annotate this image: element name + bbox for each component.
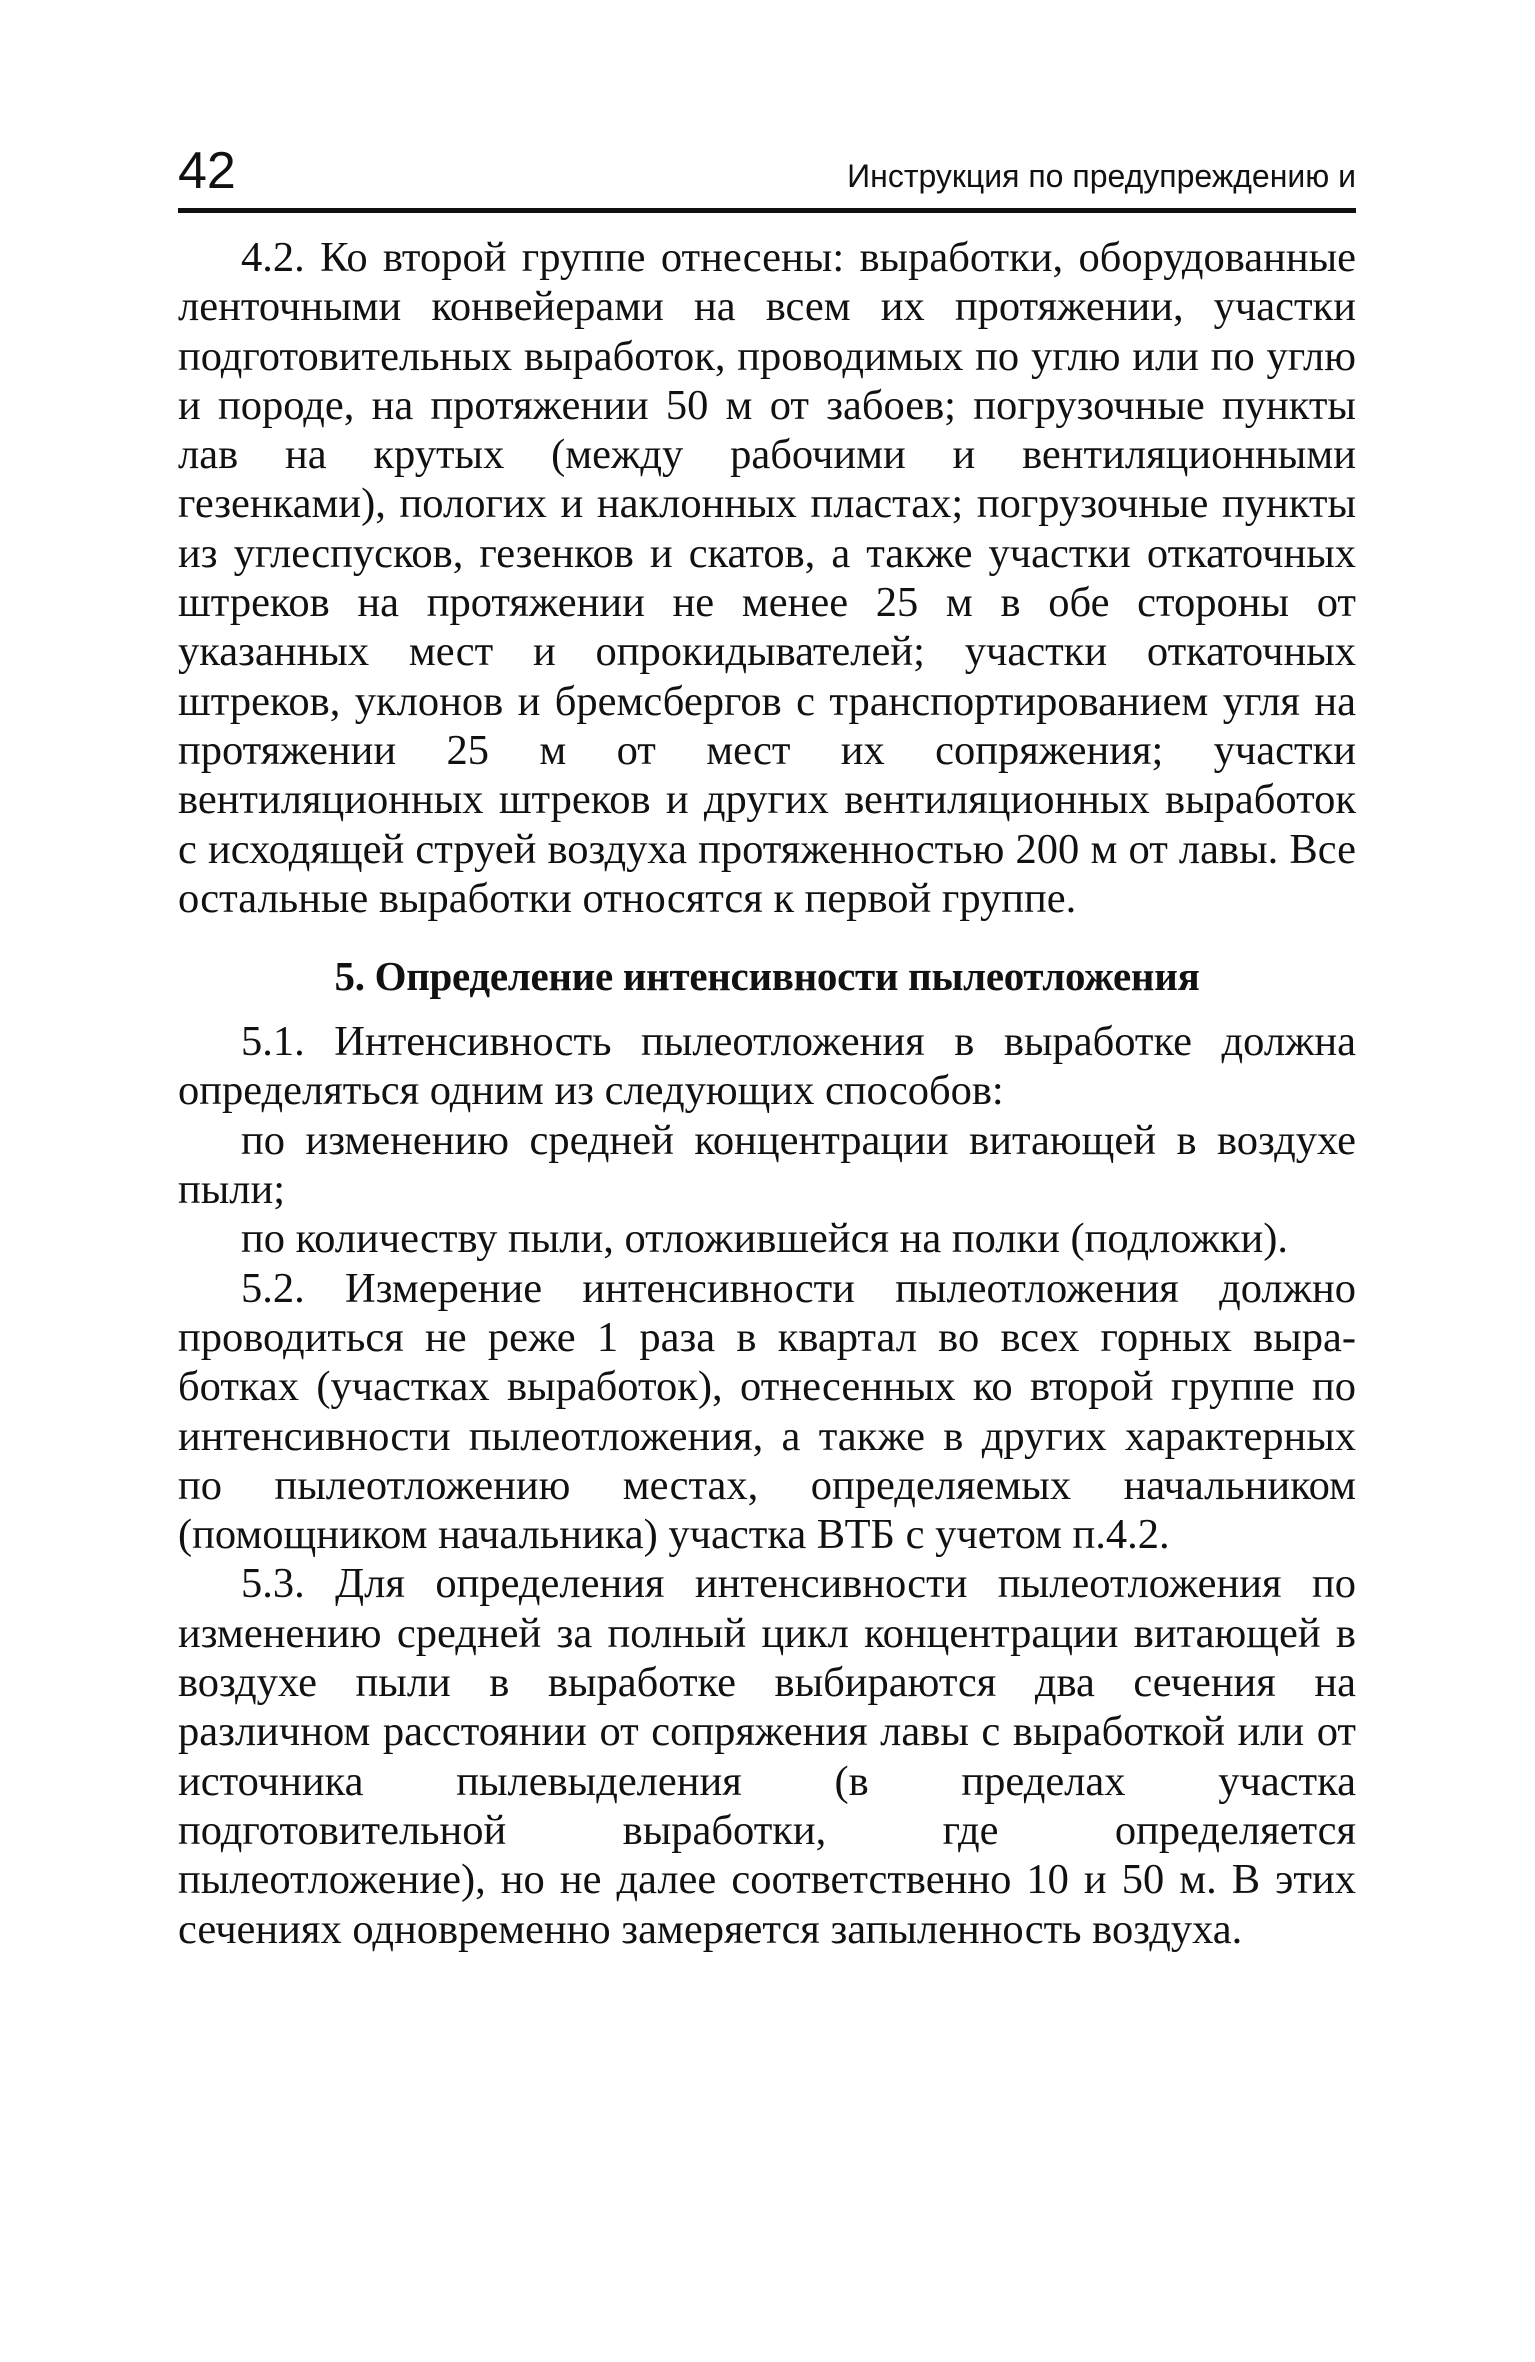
- running-header: [178, 140, 1356, 202]
- book-page: [178, 140, 1356, 1954]
- section-heading: 5. Определение интенсивности пылеотложения: [334, 953, 1200, 1000]
- paragraph-5-1: 5.1. Интенсивность пылеотложения в выработке должна определяться одним из следующих способов:: [178, 1018, 1356, 1115]
- list-item-method-shelves: по количеству пыли, отложившейся на полки (подложки).: [241, 1215, 1288, 1263]
- paragraph-4-2: 4.2. Ко второй группе отнесены: выработки, оборудованные ленточными конвейерами на всем их протяжении, участки подготовительных выработок, проводимых по углю или по углю и породе, на протяжении 50 м от забоев; погрузочные пункты лав на крутых (между рабочими и вентиляционными гезенками), пологих и наклонных пластах; погрузочные пункты из углеспусков, гезенков и скатов, а также участки откаточных штреков на протяжении не менее 25 м в обе стороны от указанных мест и опрокидывателей; участки откаточных штреков, уклонов и бремсбергов с транспортированием угля на протяжении 25 м от мест их сопряжения; участки вентиляционных штреков и других вентиляционных выработок с исходящей струей воздуха протяженностью 200 м от лавы. Все остальные выработки относятся к первой группе.: [178, 234, 1356, 922]
- page-number: 42: [178, 142, 236, 200]
- paragraph-5-2: 5.2. Измерение интенсивности пылеотложения должно проводиться не реже 1 раза в квартал во всех горных выработках (участках выработок), отнесенных ко второй группе по интенсивности пылеотложения, а также в других характерных по пылеотложению местах, определяемых начальником (помощником начальника) участка ВТБ с учетом п.4.2.: [178, 1264, 1356, 1559]
- header-rule: [178, 208, 1356, 213]
- paragraph-5-3: 5.3. Для определения интенсивности пылеотложения по изменению средней за полный цикл концентрации витающей в воздухе пыли в выработке выбираются два сечения на различном расстоянии от сопряжения лавы с выработкой или от источника пылевыделения (в пределах участка подготовительной выработки, где определяется пылеотложение), но не далее соответственно 10 и 50 м. В этих сечениях одновременно замеряется запыленность воздуха.: [178, 1560, 1356, 1953]
- page-body: [178, 233, 1356, 1954]
- running-title: Инструкция по предупреждению и: [847, 158, 1356, 194]
- list-item-method-concentration: по изменению средней концентрации витающей в воздухе пыли;: [178, 1116, 1356, 1214]
